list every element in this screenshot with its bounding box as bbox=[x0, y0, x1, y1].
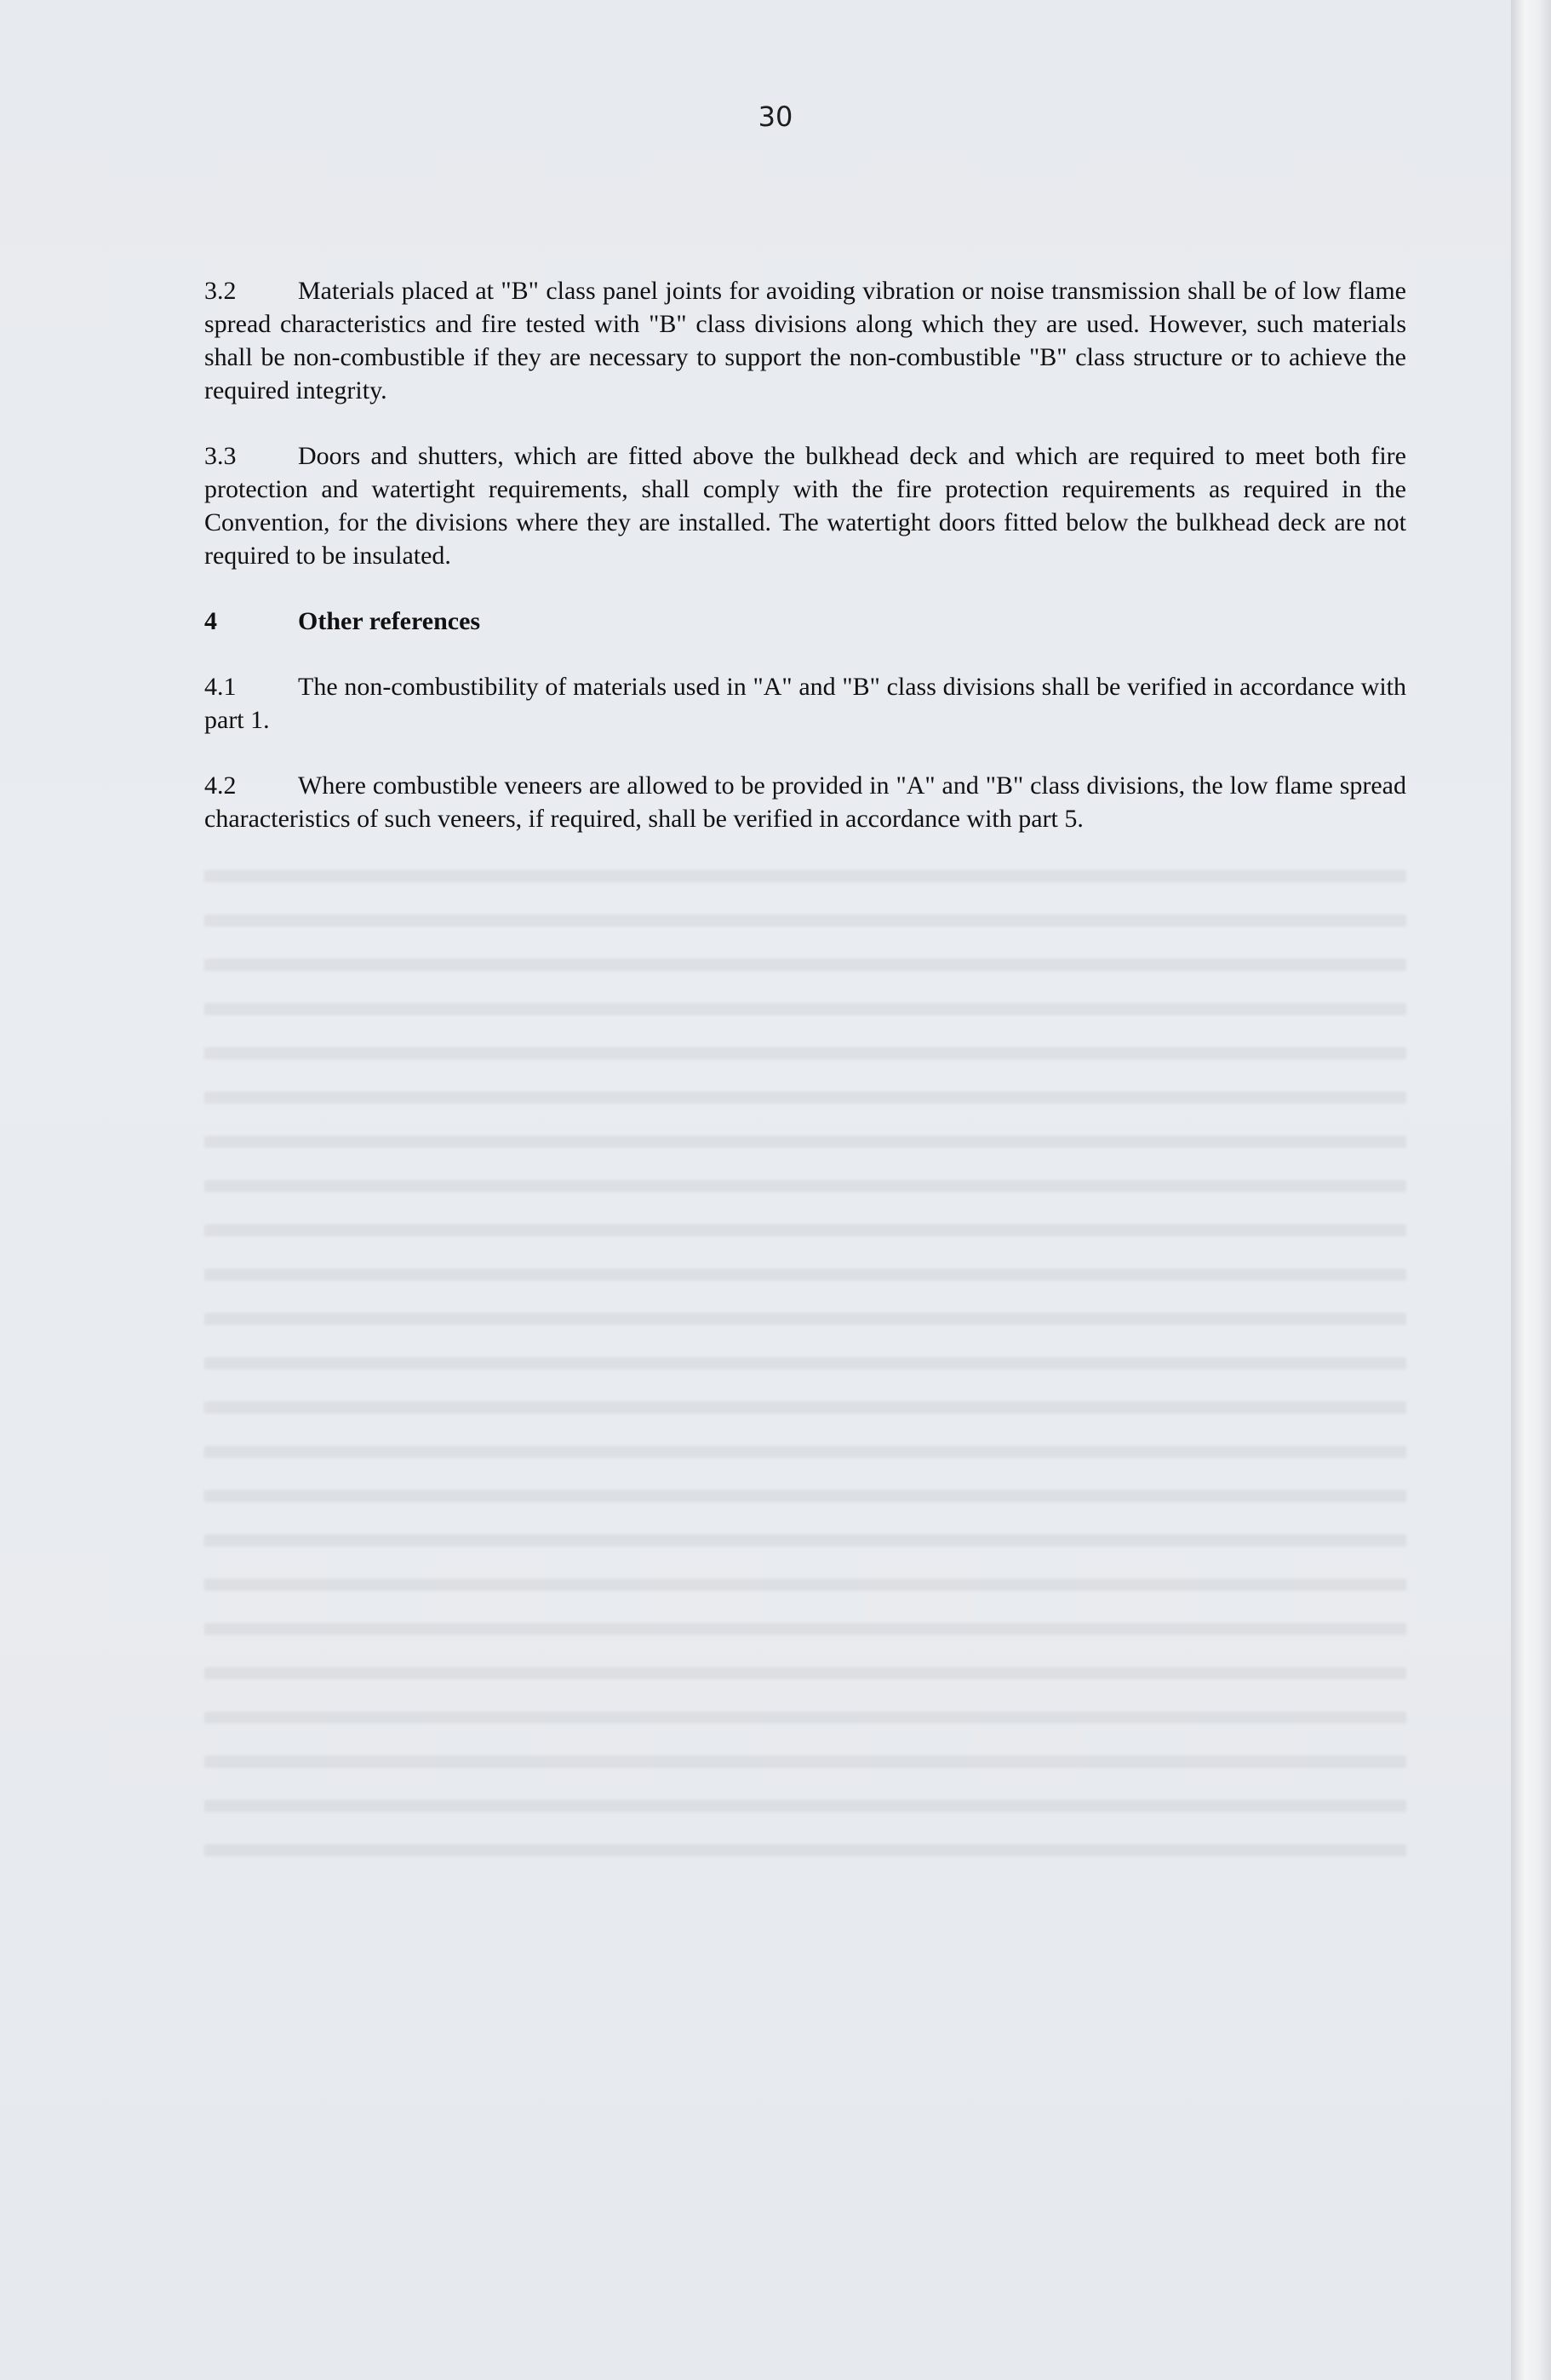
paragraph-number: 4.2 bbox=[204, 771, 237, 800]
paragraph-number: 3.3 bbox=[204, 442, 237, 470]
section-heading bbox=[204, 605, 1406, 638]
heading-title: Other references bbox=[298, 607, 481, 635]
paragraph-text: Doors and shutters, which are fitted above the bulkhead deck and which are required to meet both fire protection and watertight requirements, shall comply with the fire protection requirements as required in the Convention, for the divisions where they are installed. The watertight doors fitted below the bulkhead deck are not required to be insulated. bbox=[204, 442, 1406, 570]
page-number: 30 bbox=[758, 100, 793, 133]
paragraph-3-3 bbox=[204, 439, 1406, 572]
reverse-side-show-through bbox=[204, 852, 1406, 1873]
document-body bbox=[204, 274, 1406, 868]
heading-number: 4 bbox=[204, 607, 217, 635]
paragraph-3-2 bbox=[204, 274, 1406, 407]
paragraph-number: 3.2 bbox=[204, 277, 237, 305]
paragraph-text: Materials placed at "B" class panel joints for avoiding vibration or noise transmission shall be of low flame spread characteristics and fire tested with "B" class divisions along which they are used. However, such materials shall be non-combustible if they are necessary to support the non-combustible "B" class structure or to achieve the required integrity. bbox=[204, 277, 1406, 404]
paragraph-number: 4.1 bbox=[204, 673, 237, 701]
paragraph-text: The non-combustibility of materials used in "A" and "B" class divisions shall be verified in accordance with part 1. bbox=[204, 673, 1406, 734]
paragraph-text: Where combustible veneers are allowed to be provided in "A" and "B" class divisions, the low flame spread characteristics of such veneers, if required, shall be verified in accordance with part 5. bbox=[204, 771, 1406, 833]
paragraph-4-2 bbox=[204, 769, 1406, 835]
paragraph-4-1 bbox=[204, 670, 1406, 737]
page-edge bbox=[1511, 0, 1551, 2380]
